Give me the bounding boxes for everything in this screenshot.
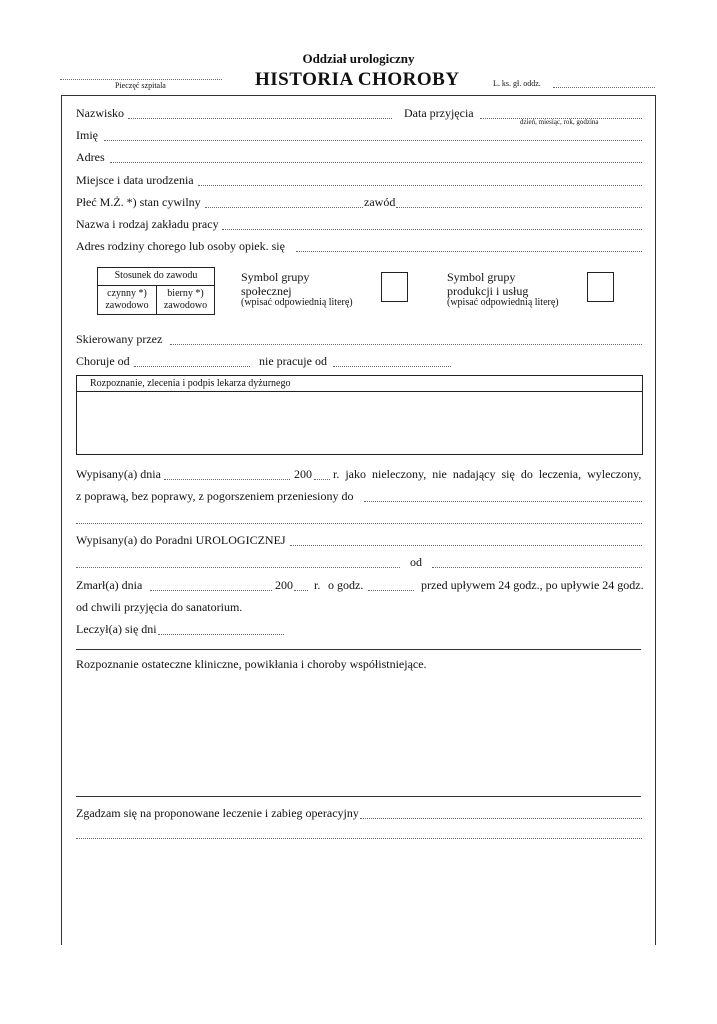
discharged-year-field[interactable]	[314, 479, 330, 480]
workplace-field[interactable]	[222, 229, 642, 230]
stamp-label: Pieczęć szpitala	[115, 81, 166, 90]
duty-diagnosis-divider	[77, 391, 642, 392]
sex-civil-label: Płeć M.Ż. *) stan cywilny	[76, 195, 201, 209]
prod-line2: produkcji i usług	[447, 284, 529, 298]
social-line1: Symbol grupy	[241, 270, 310, 284]
social-group-hint: (wpisać odpowiednią literę)	[241, 297, 353, 308]
family-address-field[interactable]	[296, 251, 642, 252]
died-r: r.	[314, 578, 321, 592]
section-divider-1	[76, 649, 641, 650]
discharge-transfer-label: z poprawą, bez poprawy, z pogorszeniem przeniesiony do	[76, 489, 354, 503]
final-diagnosis-label: Rozpoznanie ostateczne kliniczne, powikłania i choroby współistniejące.	[76, 657, 427, 671]
died-year-prefix: 200	[275, 578, 293, 592]
frame-right	[655, 95, 656, 945]
profession-label: zawód	[364, 195, 396, 209]
final-diagnosis-area[interactable]	[76, 674, 641, 792]
family-address-label: Adres rodziny chorego lub osoby opiek. się	[76, 239, 285, 253]
social-group-label	[241, 270, 309, 298]
passive-line1: bierny *)	[167, 288, 204, 299]
admission-date-label: Data przyjęcia	[404, 106, 474, 120]
profession-field[interactable]	[396, 207, 642, 208]
duty-diagnosis-label: Rozpoznanie, zlecenia i podpis lekarza dyżurnego	[90, 378, 291, 389]
birth-field[interactable]	[198, 185, 642, 186]
discharged-day-label: Wypisany(a) dnia	[76, 467, 161, 481]
clinic-field-cont[interactable]	[76, 567, 400, 568]
referred-by-label: Skierowany przez	[76, 332, 163, 346]
died-hour-label: o godz.	[328, 578, 364, 592]
not-working-label: nie pracuje od	[259, 354, 327, 368]
production-group-box[interactable]	[587, 272, 614, 302]
sick-since-label: Choruje od	[76, 354, 130, 368]
died-label: Zmarł(a) dnia	[76, 578, 143, 592]
address-field[interactable]	[110, 162, 642, 163]
sick-since-field[interactable]	[134, 366, 250, 367]
address-label: Adres	[76, 150, 105, 164]
consent-label: Zgadzam się na proponowane leczenie i zabieg operacyjny	[76, 806, 359, 820]
active-line2: zawodowo	[105, 300, 149, 311]
clinic-label: Wypisany(a) do Poradni UROLOGICZNEJ	[76, 533, 286, 547]
consent-field-cont[interactable]	[76, 838, 642, 839]
active-option[interactable]	[98, 288, 156, 312]
first-name-field[interactable]	[104, 140, 642, 141]
discharged-year-prefix: 200	[294, 467, 312, 481]
died-day-field[interactable]	[150, 590, 272, 591]
discharge-outcome-options: r. jako nieleczony, nie nadający się do leczenia, wyleczony,	[333, 467, 642, 481]
transfer-field[interactable]	[364, 501, 642, 502]
frame-top	[61, 95, 656, 96]
form-title: HISTORIA CHOROBY	[255, 69, 460, 90]
birth-label: Miejsce i data urodzenia	[76, 173, 194, 187]
died-timing-options: przed upływem 24 godz., po upływie 24 godz.	[421, 578, 644, 592]
passive-option[interactable]	[157, 288, 214, 312]
died-line2: od chwili przyjęcia do sanatorium.	[76, 600, 243, 614]
consent-field[interactable]	[360, 818, 642, 819]
admission-date-hint: dzień, miesiąc, rok, godzina	[520, 118, 599, 126]
frame-left	[61, 95, 62, 945]
passive-line2: zawodowo	[163, 300, 208, 311]
surname-label: Nazwisko	[76, 106, 124, 120]
clinic-field[interactable]	[290, 545, 642, 546]
production-group-hint: (wpisać odpowiednią literę)	[447, 297, 559, 308]
work-relation-table	[97, 267, 215, 315]
duty-diagnosis-box[interactable]	[76, 375, 643, 455]
treated-days-field[interactable]	[158, 634, 284, 635]
work-relation-header: Stosunek do zawodu	[114, 270, 198, 281]
first-name-label: Imię	[76, 128, 98, 142]
workplace-label: Nazwa i rodzaj zakładu pracy	[76, 217, 219, 231]
ledger-line[interactable]	[553, 87, 655, 88]
stamp-line	[60, 79, 222, 80]
civil-status-field[interactable]	[205, 207, 363, 208]
discharged-day-field[interactable]	[164, 479, 290, 480]
clinic-from-label: od	[410, 555, 422, 569]
department-title: Oddział urologiczny	[302, 51, 415, 66]
section-divider-2	[76, 796, 641, 797]
treated-days-label: Leczył(a) się dni	[76, 622, 157, 636]
prod-line1: Symbol grupy	[447, 270, 516, 284]
died-year-field[interactable]	[294, 590, 308, 591]
production-group-label	[447, 270, 528, 298]
social-group-box[interactable]	[381, 272, 408, 302]
surname-field[interactable]	[128, 118, 392, 119]
social-line2: społecznej	[241, 284, 292, 298]
ledger-label: L. ks. gł. oddz.	[493, 79, 541, 88]
died-hour-field[interactable]	[368, 590, 414, 591]
transfer-field-cont[interactable]	[76, 523, 642, 524]
active-line1: czynny *)	[107, 288, 147, 299]
not-working-field[interactable]	[333, 366, 451, 367]
clinic-from-field[interactable]	[432, 567, 642, 568]
referred-by-field[interactable]	[170, 344, 642, 345]
